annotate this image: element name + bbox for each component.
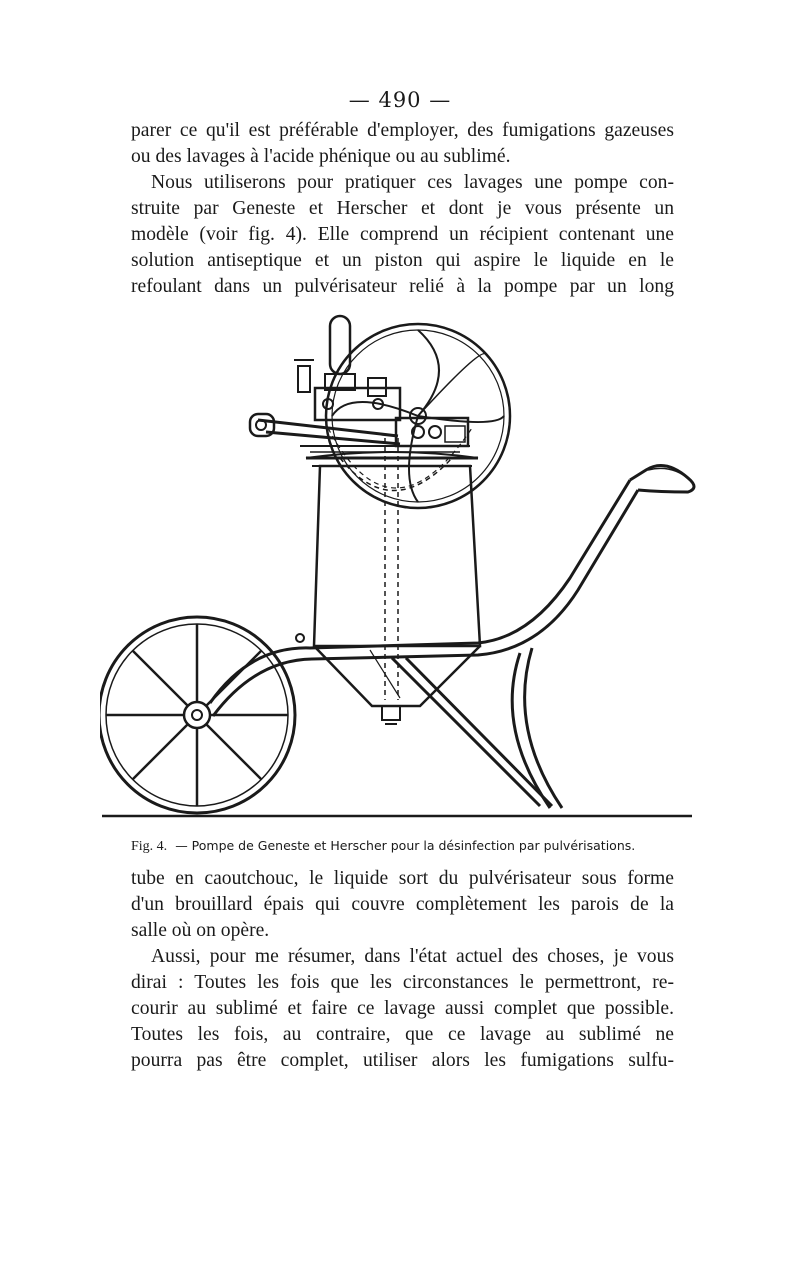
text-line: Nous utiliserons pour pratiquer ces lavages une pompe con-	[151, 172, 674, 193]
pump-illustration	[100, 308, 700, 828]
text-line: Toutes les fois, au contraire, que ce lavage au sublimé ne	[131, 1024, 674, 1045]
figure-label: Fig. 4.	[131, 839, 168, 854]
text-line: dirai : Toutes les fois que les circonstances le permettront, re-	[131, 972, 674, 993]
text-line: struite par Geneste et Herscher et dont je vous présente un	[131, 198, 674, 219]
text-line: courir au sublimé et faire ce lavage aussi complet que possible.	[131, 998, 674, 1019]
wheel	[100, 617, 295, 813]
paragraph-bottom	[131, 866, 674, 1074]
text-line: Aussi, pour me résumer, dans l'état actuel des choses, je vous	[151, 946, 674, 967]
figure-caption-text: — Pompe de Geneste et Herscher pour la désinfection par pulvérisations.	[175, 838, 636, 853]
figure-caption	[131, 838, 674, 855]
container	[306, 428, 480, 724]
text-line: ou des lavages à l'acide phénique ou au sublimé.	[131, 146, 511, 167]
text-line: tube en caoutchouc, le liquide sort du pulvérisateur sous forme	[131, 868, 674, 889]
page-number: — 490 —	[348, 88, 452, 112]
text-line: solution antiseptique et un piston qui aspire le liquide en le	[131, 250, 674, 271]
cart-frame	[210, 466, 694, 809]
paragraph-top	[131, 118, 674, 300]
flywheel	[326, 324, 510, 508]
text-line: refoulant dans un pulvérisateur relié à la pompe par un long	[131, 276, 674, 297]
text-line: pourra pas être complet, utiliser alors les fumigations sulfu-	[131, 1050, 674, 1071]
text-line: parer ce qu'il est préférable d'employer, des fumigations gazeuses	[131, 120, 674, 141]
text-line: modèle (voir fig. 4). Elle comprend un récipient contenant une	[131, 224, 674, 245]
text-line: salle où on opère.	[131, 920, 270, 941]
text-line: d'un brouillard épais qui couvre complètement les parois de la	[131, 894, 674, 915]
